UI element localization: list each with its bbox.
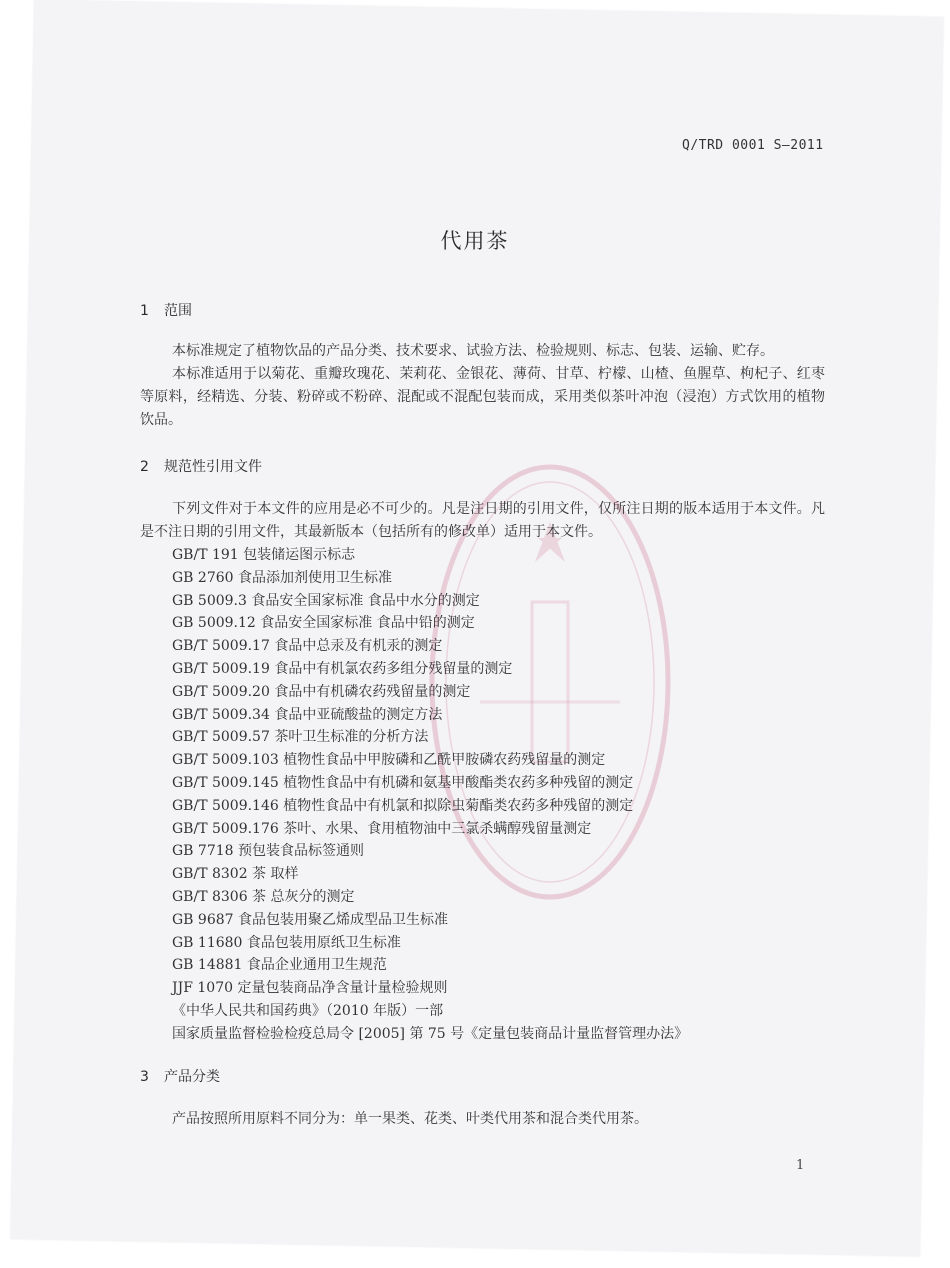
reference-item: 《中华人民共和国药典》（2010 年版）一部 [172, 1002, 444, 1019]
section-title: 范围 [164, 303, 192, 319]
section-number: 3 [140, 1069, 149, 1085]
reference-item: GB/T 5009.57 茶叶卫生标准的分析方法 [172, 729, 429, 746]
reference-item: GB 5009.12 食品安全国家标准 食品中铅的测定 [172, 615, 475, 632]
section-number: 2 [140, 459, 149, 475]
reference-item: GB/T 5009.145 植物性食品中有机磷和氨基甲酸酯类农药多种残留的测定 [172, 774, 634, 791]
section-heading-normative-references [140, 456, 262, 476]
document-code: Q/TRD 0001 S—2011 [682, 138, 824, 153]
reference-item: JJF 1070 定量包装商品净含量计量检验规则 [172, 980, 448, 997]
reference-item: GB/T 191 包装储运图示标志 [172, 547, 356, 563]
paragraph: 下列文件对于本文件的应用是必不可少的。凡是注日期的引用文件，仅所注日期的版本适用于本文件。凡是不注日期的引用文件，其最新版本（包括所有的修改单）适用于本文件。 [140, 501, 825, 540]
page-number: 1 [796, 1158, 805, 1173]
paragraph: 本标准规定了植物饮品的产品分类、技术要求、试验方法、检验规则、标志、包装、运输、贮存。 [172, 343, 774, 359]
paragraph: 产品按照所用原料不同分为：单一果类、花类、叶类代用茶和混合类代用茶。 [172, 1111, 648, 1127]
page-title: 代用茶 [440, 229, 510, 253]
reference-item: GB/T 5009.176 茶叶、水果、食用植物油中三氯杀螨醇残留量测定 [172, 820, 592, 837]
section-title: 产品分类 [164, 1069, 220, 1085]
reference-item: 国家质量监督检验检疫总局令 [2005] 第 75 号《定量包装商品计量监督管理办法》 [172, 1025, 689, 1042]
reference-item: GB 5009.3 食品安全国家标准 食品中水分的测定 [172, 592, 480, 609]
reference-list [172, 544, 688, 1046]
reference-item: GB/T 5009.17 食品中总汞及有机汞的测定 [172, 638, 443, 655]
reference-item: GB/T 5009.19 食品中有机氯农药多组分残留量的测定 [172, 660, 513, 677]
reference-item: GB 11680 食品包装用原纸卫生标准 [172, 934, 401, 951]
reference-item: GB/T 8306 茶 总灰分的测定 [172, 888, 355, 905]
reference-item: GB/T 5009.20 食品中有机磷农药残留量的测定 [172, 683, 471, 700]
reference-item: GB 9687 食品包装用聚乙烯成型品卫生标准 [172, 911, 449, 928]
paragraph: 本标准适用于以菊花、重瓣玫瑰花、茉莉花、金银花、薄荷、甘草、柠檬、山楂、鱼腥草、枸杞子、红枣等原料，经精选、分装、粉碎或不粉碎、混配或不混配包装而成，采用类似茶叶冲泡（浸泡）方式饮用的植物饮品。 [140, 366, 825, 428]
section-title: 规范性引用文件 [164, 459, 262, 475]
reference-item: GB/T 5009.146 植物性食品中有机氯和拟除虫菊酯类农药多种残留的测定 [172, 797, 634, 814]
section-heading-scope [140, 300, 192, 320]
reference-item: GB 7718 预包装食品标签通则 [172, 843, 365, 860]
reference-item: GB 2760 食品添加剂使用卫生标准 [172, 569, 393, 586]
section-heading-product-classification [140, 1066, 220, 1086]
reference-item: GB/T 8302 茶 取样 [172, 866, 299, 883]
reference-item: GB/T 5009.34 食品中亚硫酸盐的测定方法 [172, 706, 443, 723]
section-number: 1 [140, 303, 149, 319]
reference-item: GB 14881 食品企业通用卫生规范 [172, 957, 387, 974]
reference-item: GB/T 5009.103 植物性食品中甲胺磷和乙酰甲胺磷农药残留量的测定 [172, 752, 606, 769]
